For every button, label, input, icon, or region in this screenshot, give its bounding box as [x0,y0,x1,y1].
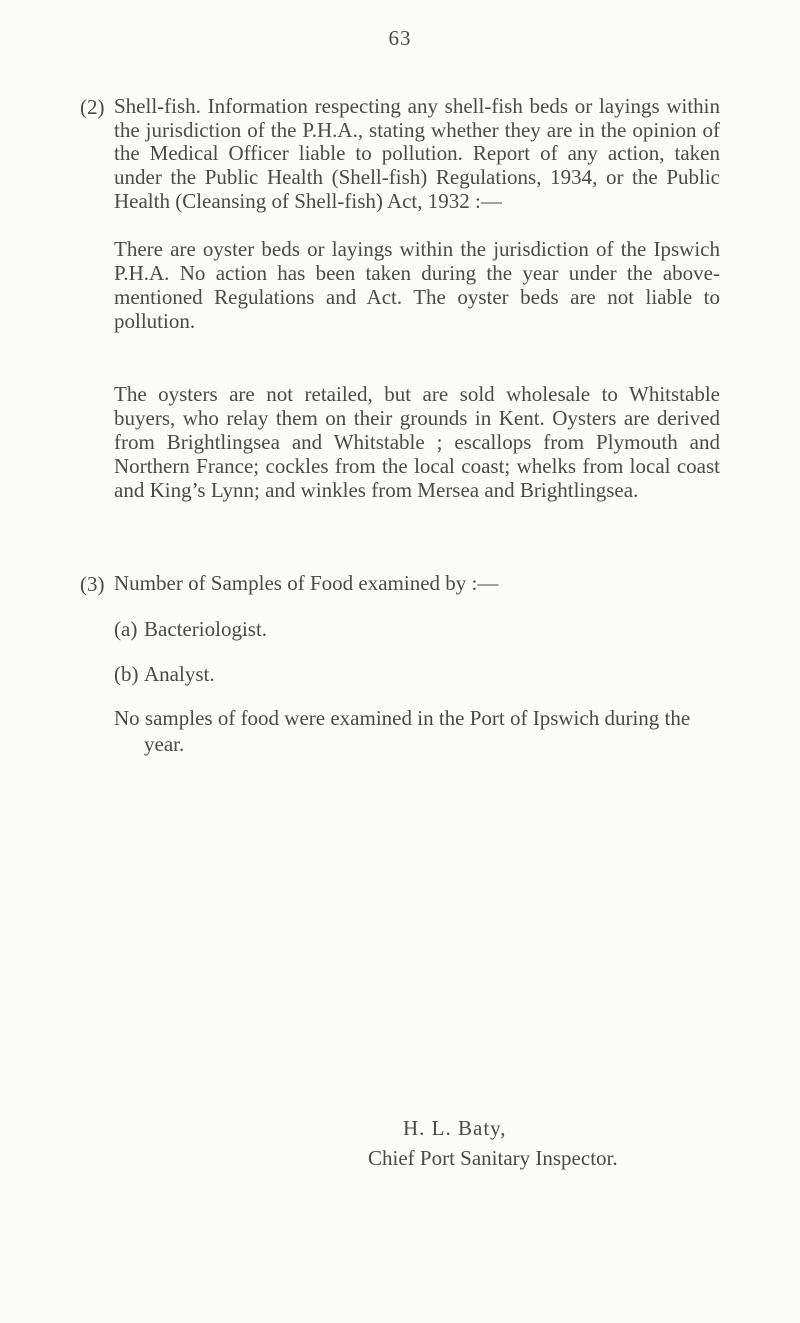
item-text: Analyst. [144,662,215,686]
item-label: (b) [114,662,139,686]
section-3-paragraph: No samples of food were examined in the Port of Ipswich during the year. [114,706,691,756]
section-2 [80,95,720,214]
section-2-heading: Shell-fish. Information respecting any shell-fish beds or layings within the jurisdiction of the P.H.A., stating whether they are in the opinion of the Medical Officer liable to pollution. Report of any action, taken under the Public Health (Shell-fish) Regulations, 1934, or the Public Health (Cleansing of Shell-fish) Act, 1932 :— [114,94,720,213]
section-3-item-a [114,617,267,642]
item-text: Bacteriologist. [144,617,268,641]
section-3-number: (3) [80,572,105,596]
page-number: 63 [388,26,412,50]
section-3 [80,572,720,596]
signature-title: Chief Port Sanitary Inspector. [368,1146,618,1170]
signature-name: H. L. Baty, [403,1116,507,1140]
section-2-paragraph-2: The oysters are not retailed, but are sold wholesale to Whitstable buyers, who relay them on their grounds in Kent. Oysters are derived from Brightlingsea and Whitstable ; escallops from Plymouth and Northern France; cockles from the local coast; whelks from local coast and King’s Lynn; and winkles from Mersea and Brightlingsea. [114,382,720,502]
section-2-number: (2) [80,95,105,119]
section-3-item-b [114,662,215,687]
section-3-heading: Number of Samples of Food examined by :— [114,571,499,595]
section-2-paragraph-1: There are oyster beds or layings within the jurisdiction of the Ipswich P.H.A. No action has been taken during the year under the above-mentioned Regulations and Act. The oyster beds are not liable to pollution. [114,237,720,333]
item-label: (a) [114,617,138,641]
